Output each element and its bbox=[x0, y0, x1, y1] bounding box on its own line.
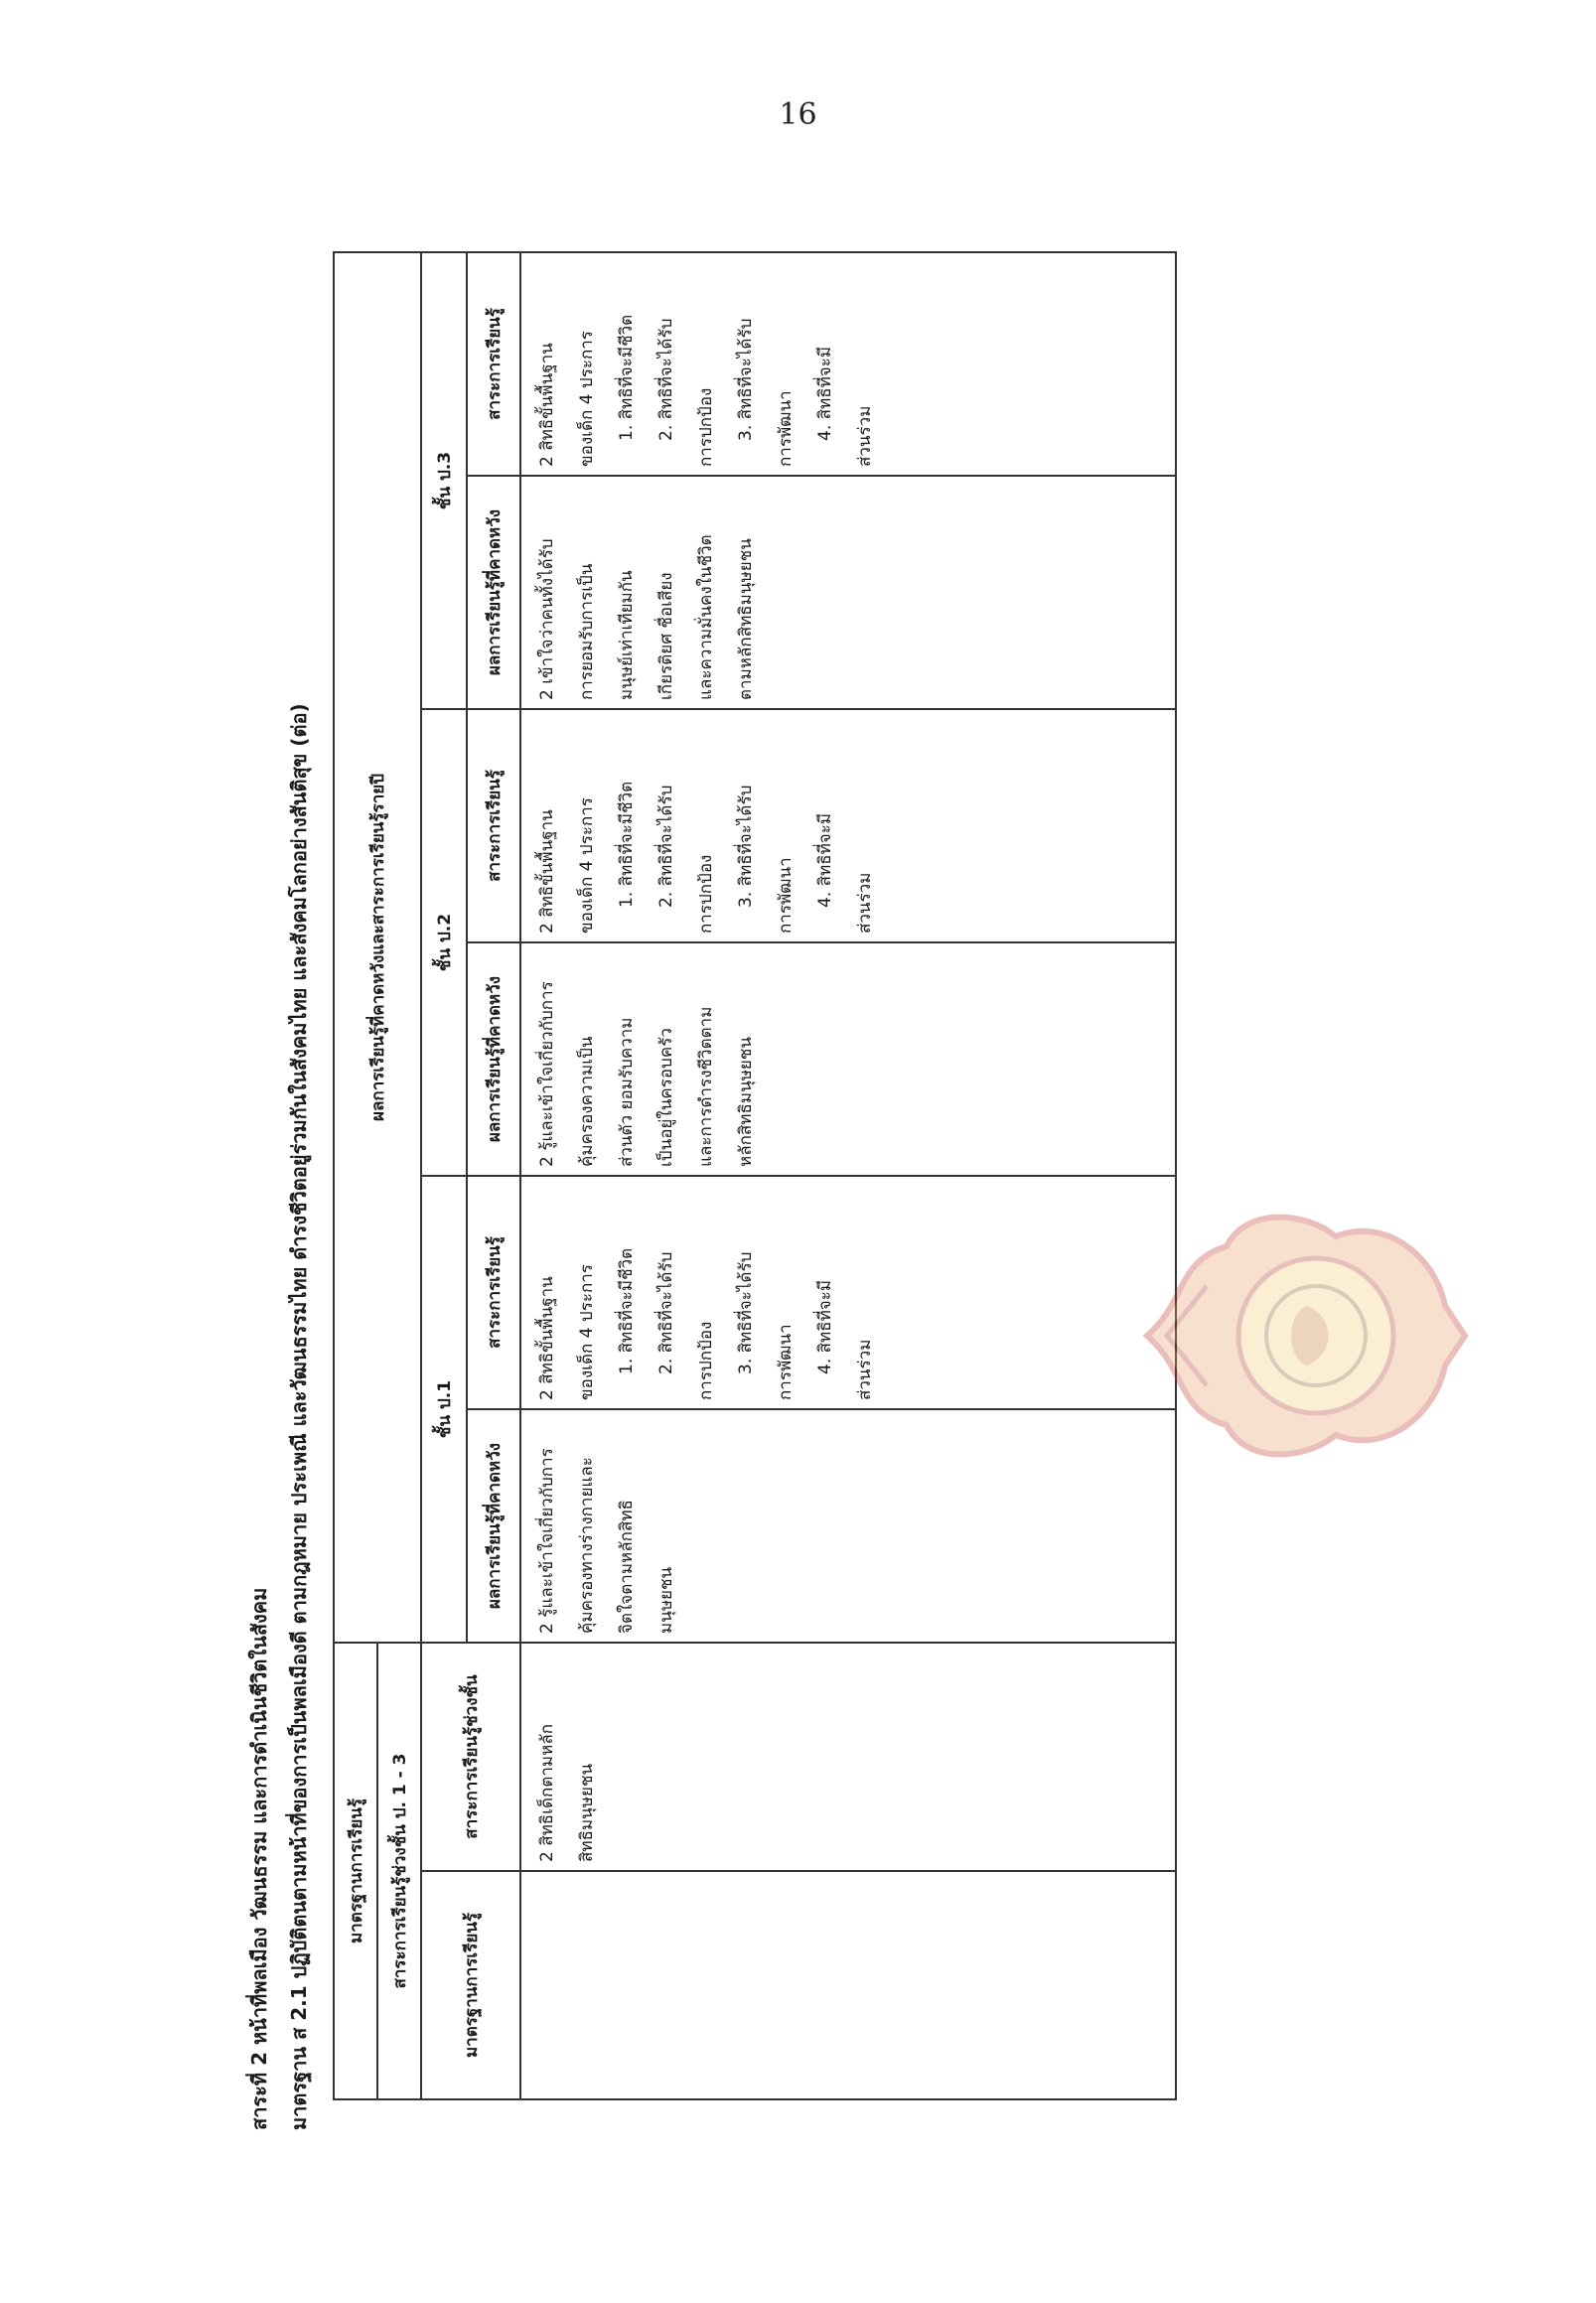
p3-expected-header: ผลการเรียนรู้ที่คาดหวัง bbox=[467, 476, 520, 709]
cell-line: 3. สิทธิที่จะได้รับ bbox=[736, 1251, 756, 1374]
rotated-landscape-content bbox=[214, 15, 1207, 2160]
cell-line: การพัฒนา bbox=[776, 857, 796, 934]
standard-group-header: มาตรฐานการเรียนรู้ bbox=[334, 1643, 377, 2099]
cell-line: เป็นอยู่ในครอบครัว bbox=[656, 1028, 676, 1167]
cell-line: 2 สิทธิเด็กตามหลัก bbox=[537, 1723, 557, 1862]
cell-line: ของเด็ก 4 ประการ bbox=[577, 331, 597, 467]
page-number: 16 bbox=[779, 97, 817, 132]
cell-line: 2 เข้าใจว่าคนทั้งได้รับ bbox=[537, 538, 557, 700]
emblem-watermark-icon bbox=[1137, 1197, 1475, 1475]
cell-line: ส่วนร่วม bbox=[855, 405, 875, 467]
cell-line: 2 รู้และเข้าใจเกี่ยวกับการ bbox=[537, 1448, 557, 1634]
cell-line: 3. สิทธิที่จะได้รับ bbox=[736, 318, 756, 441]
p2-expected-cell bbox=[520, 942, 1176, 1176]
p2-content-cell bbox=[520, 709, 1176, 942]
cell-line: สิทธิมนุษยชน bbox=[577, 1763, 597, 1862]
cell-line: 4. สิทธิที่จะมี bbox=[815, 1279, 835, 1374]
cell-line: คุ้มครองความเป็น bbox=[577, 1036, 597, 1167]
p1-expected-header: ผลการเรียนรู้ที่คาดหวัง bbox=[467, 1409, 520, 1643]
cell-line: 1. สิทธิที่จะมีชีวิต bbox=[617, 314, 637, 441]
cell-line: 4. สิทธิที่จะมี bbox=[815, 812, 835, 908]
cell-line: 2. สิทธิที่จะได้รับ bbox=[656, 785, 676, 908]
cell-line: 3. สิทธิที่จะได้รับ bbox=[736, 785, 756, 908]
cell-line: ของเด็ก 4 ประการ bbox=[577, 1264, 597, 1400]
col-standard-header: มาตรฐานการเรียนรู้ bbox=[421, 1871, 520, 2099]
p1-content-header: สาระการเรียนรู้ bbox=[467, 1176, 520, 1409]
strand-heading: สาระที่ 2 หน้าที่พลเมือง วัฒนธรรม และการดำเนินชีวิตในสังคม bbox=[247, 1587, 271, 2130]
grade1-header: ชั้น ป.1 bbox=[421, 1176, 467, 1643]
cell-line: 4. สิทธิที่จะมี bbox=[815, 346, 835, 441]
cell-line: มนุษยชน bbox=[656, 1566, 676, 1634]
p2-expected-header: ผลการเรียนรู้ที่คาดหวัง bbox=[467, 942, 520, 1176]
cell-line: มนุษย์เท่าเทียมกัน bbox=[617, 570, 637, 700]
outcomes-group-header: ผลการเรียนรู้ที่คาดหวังและสาระการเรียนรู้รายปี bbox=[334, 252, 421, 1643]
cell-line: 1. สิทธิที่จะมีชีวิต bbox=[617, 1247, 637, 1374]
cell-line: การปกป้อง bbox=[696, 1321, 716, 1400]
cell-line: ตามหลักสิทธิมนุษยชน bbox=[736, 538, 756, 700]
content-range-cell bbox=[520, 1643, 1176, 1871]
cell-line: 2 สิทธิขั้นพื้นฐาน bbox=[537, 809, 557, 934]
cell-line: และการดำรงชีวิตตาม bbox=[696, 1006, 716, 1167]
cell-line: หลักสิทธิมนุษยชน bbox=[736, 1036, 756, 1167]
cell-line: การปกป้อง bbox=[696, 387, 716, 467]
cell-line: ส่วนร่วม bbox=[855, 872, 875, 934]
cell-line: การปกป้อง bbox=[696, 854, 716, 934]
cell-line: ส่วนร่วม bbox=[855, 1339, 875, 1400]
cell-line: 2 สิทธิขั้นพื้นฐาน bbox=[537, 1276, 557, 1400]
standard-heading: มาตรฐาน ส 2.1 ปฏิบัติตนตามหน้าที่ของการเป็นพลเมืองดี ตามกฎหมาย ประเพณี และวัฒนธรรมไทย ดำรงชีวิตอยู่ร่วมกันในสังคมไทย และสังคมโลกอย่างสันติสุข (ต่อ) bbox=[287, 703, 311, 2130]
p2-content-header: สาระการเรียนรู้ bbox=[467, 709, 520, 942]
cell-line: และความมั่นคงในชีวิต bbox=[696, 534, 716, 700]
cell-line: 2. สิทธิที่จะได้รับ bbox=[656, 318, 676, 441]
p3-content-cell bbox=[520, 252, 1176, 476]
cell-line: ส่วนตัว ยอมรับความ bbox=[617, 1017, 637, 1167]
standard-cell bbox=[520, 1871, 1176, 2099]
p1-content-cell bbox=[520, 1176, 1176, 1409]
p3-expected-cell bbox=[520, 476, 1176, 709]
curriculum-table bbox=[333, 251, 1177, 2100]
content-range-group-header: สาระการเรียนรู้ช่วงชั้น ป. 1 - 3 bbox=[377, 1643, 421, 2099]
cell-line: 2. สิทธิที่จะได้รับ bbox=[656, 1251, 676, 1374]
cell-line: การพัฒนา bbox=[776, 1324, 796, 1400]
cell-line: เกียรติยศ ชื่อเสียง bbox=[656, 572, 676, 700]
col-content-range-header: สาระการเรียนรู้ช่วงชั้น bbox=[421, 1643, 520, 1871]
grade3-header: ชั้น ป.3 bbox=[421, 252, 467, 709]
p3-content-header: สาระการเรียนรู้ bbox=[467, 252, 520, 476]
cell-line: การพัฒนา bbox=[776, 390, 796, 467]
cell-line: การยอมรับการเป็น bbox=[577, 563, 597, 700]
cell-line: ของเด็ก 4 ประการ bbox=[577, 797, 597, 934]
p1-expected-cell bbox=[520, 1409, 1176, 1643]
grade2-header: ชั้น ป.2 bbox=[421, 709, 467, 1176]
cell-line: 1. สิทธิที่จะมีชีวิต bbox=[617, 781, 637, 908]
cell-line: 2 รู้และเข้าใจเกี่ยวกับการ bbox=[537, 981, 557, 1167]
cell-line: 2 สิทธิขั้นพื้นฐาน bbox=[537, 343, 557, 467]
cell-line: คุ้มครองทางร่างกายและ bbox=[577, 1457, 597, 1634]
cell-line: จิตใจตามหลักสิทธิ bbox=[617, 1500, 637, 1634]
